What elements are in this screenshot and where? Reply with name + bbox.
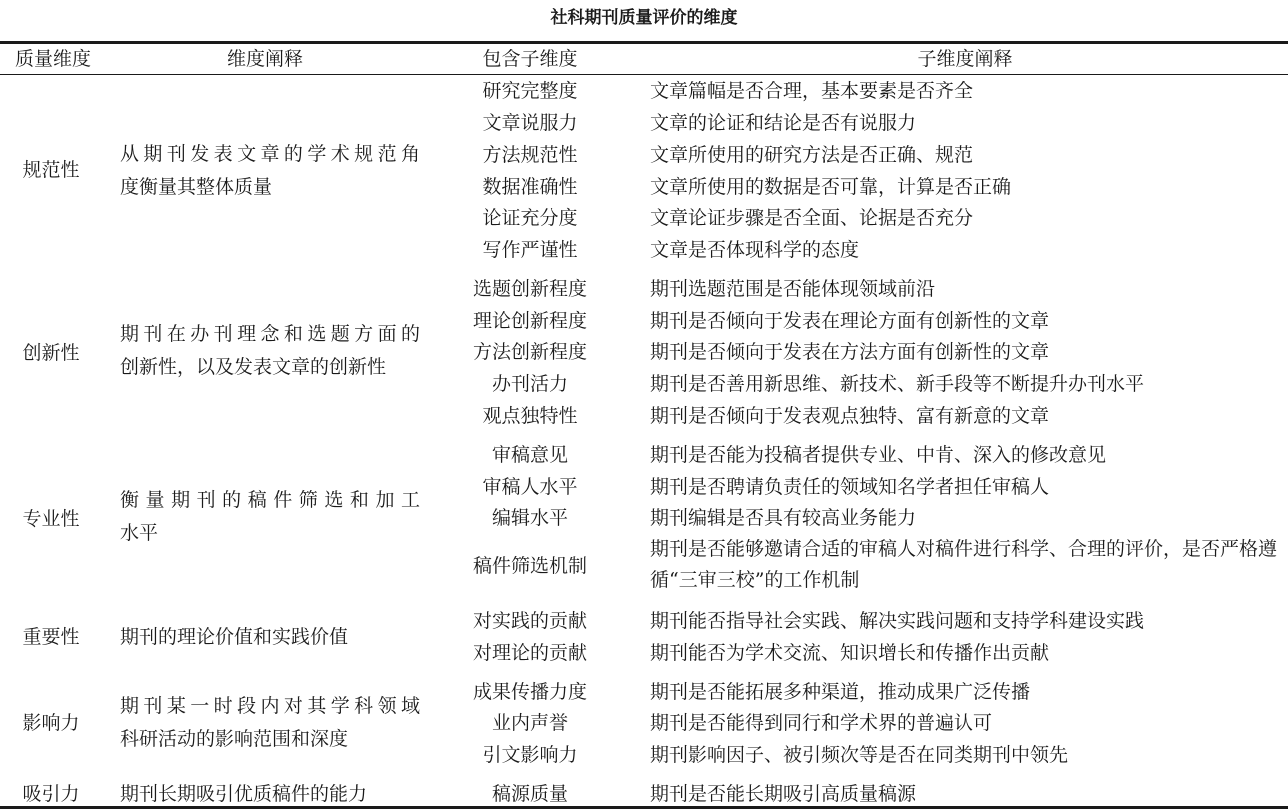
- explanation-line: 期刊在办刊理念和选题方面的: [120, 323, 420, 345]
- sub-dimension-explanation-cell: 期刊是否倾向于发表在方法方面有创新性的文章: [650, 341, 1050, 363]
- sub-dimension-explanation-cell: 期刊是否善用新思维、新技术、新手段等不断提升办刊水平: [650, 373, 1145, 395]
- sub-dimension-cell: 研究完整度: [482, 80, 578, 102]
- sub-dimension-explanation-cell: 期刊是否聘请负责任的领域知名学者担任审稿人: [650, 476, 1050, 498]
- sub-dimension-explanation-cell: 期刊是否倾向于发表在理论方面有创新性的文章: [650, 310, 1050, 332]
- sub-dimension-explanation-cell: 期刊编辑是否具有较高业务能力: [650, 507, 917, 529]
- dimension-explanation-cell: [120, 484, 420, 550]
- sub-dimension-explanation-cell: 期刊选题范围是否能体现领域前沿: [650, 278, 936, 300]
- dimension-explanation-cell: [120, 778, 420, 811]
- explanation-line: 衡量期刊的稿件筛选和加工: [120, 489, 420, 511]
- explanation-line: 创新性，以及发表文章的创新性: [120, 356, 387, 378]
- dimension-explanation-cell: [120, 318, 420, 384]
- sub-dimension-cell: 数据准确性: [482, 176, 578, 198]
- sub-dimension-explanation-cell: 期刊是否能得到同行和学术界的普遍认可: [650, 712, 993, 734]
- sub-dimension-explanation-cell: 文章的论证和结论是否有说服力: [650, 112, 917, 134]
- dimension-cell: 创新性: [22, 342, 80, 364]
- sub-dimension-cell: 业内声誉: [491, 712, 568, 734]
- sub-dimension-explanation-cell: 期刊影响因子、被引频次等是否在同类期刊中领先: [650, 744, 1069, 766]
- sub-dimension-cell: 论证充分度: [482, 207, 578, 229]
- sub-dimension-explanation-cell: 期刊是否能够邀请合适的审稿人对稿件进行科学、合理的评价，是否严格遵循“三审三校”的工作机制: [650, 538, 1278, 591]
- explanation-line: 期刊长期吸引优质稿件的能力: [120, 783, 368, 805]
- sub-dimension-cell: 文章说服力: [482, 112, 578, 134]
- dimension-cell: 规范性: [22, 159, 80, 181]
- sub-dimension-cell: 办刊活力: [491, 373, 568, 395]
- sub-dimension-explanation-cell: 期刊能否为学术交流、知识增长和传播作出贡献: [650, 642, 1050, 664]
- sub-dimension-cell: 观点独特性: [482, 405, 578, 427]
- sub-dimension-explanation-cell: 期刊是否能为投稿者提供专业、中肯、深入的修改意见: [650, 444, 1107, 466]
- sub-dimension-cell: 对理论的贡献: [472, 642, 587, 664]
- sub-dimension-explanation-cell: 文章所使用的数据是否可靠，计算是否正确: [650, 176, 1012, 198]
- explanation-line: 度衡量其整体质量: [120, 176, 273, 198]
- sub-dimension-cell: 审稿人水平: [482, 476, 578, 498]
- sub-dimension-cell: 方法规范性: [482, 144, 578, 166]
- sub-dimension-cell: 审稿意见: [491, 444, 568, 466]
- explanation-line: 科研活动的影响范围和深度: [120, 728, 349, 750]
- sub-dimension-explanation-cell: 文章论证步骤是否全面、论据是否充分: [650, 207, 974, 229]
- dimension-explanation-cell: [120, 690, 420, 756]
- sub-dimension-cell: 引文影响力: [482, 744, 578, 766]
- dimension-explanation-cell: [120, 621, 420, 654]
- header-dimension: 质量维度: [14, 48, 91, 70]
- dimension-cell: 影响力: [22, 712, 80, 734]
- sub-dimension-explanation-cell: 期刊能否指导社会实践、解决实践问题和支持学科建设实践: [650, 610, 1145, 632]
- explanation-line: 从期刊发表文章的学术规范角: [120, 143, 420, 165]
- sub-dimension-cell: 对实践的贡献: [472, 610, 587, 632]
- header-sub-dimension-explanation: 子维度阐释: [917, 48, 1013, 70]
- sub-dimension-explanation-cell: 期刊是否能拓展多种渠道，推动成果广泛传播: [650, 681, 1031, 703]
- sub-dimension-cell: 编辑水平: [491, 507, 568, 529]
- sub-dimension-cell: 稿源质量: [491, 783, 568, 805]
- sub-dimension-explanation-cell: 文章所使用的研究方法是否正确、规范: [650, 144, 974, 166]
- sub-dimension-explanation-cell: 文章篇幅是否合理，基本要素是否齐全: [650, 80, 974, 102]
- explanation-line: 期刊某一时段内对其学科领域: [120, 695, 420, 717]
- sub-dimension-cell: 稿件筛选机制: [472, 555, 587, 577]
- sub-dimension-explanation-cell: 文章是否体现科学的态度: [650, 239, 860, 261]
- sub-dimension-explanation-cell: 期刊是否倾向于发表观点独特、富有新意的文章: [650, 405, 1050, 427]
- header-dimension-explanation: 维度阐释: [226, 48, 303, 70]
- sub-dimension-cell: 方法创新程度: [472, 341, 587, 363]
- header-sub-dimensions: 包含子维度: [482, 48, 578, 70]
- dimension-cell: 专业性: [22, 508, 80, 530]
- sub-dimension-cell: 理论创新程度: [472, 310, 587, 332]
- dimension-explanation-cell: [120, 138, 420, 204]
- sub-dimension-cell: 成果传播力度: [472, 681, 587, 703]
- sub-dimension-cell: 写作严谨性: [482, 239, 578, 261]
- table-title: 社科期刊质量评价的维度: [550, 8, 738, 28]
- dimension-cell: 吸引力: [22, 783, 80, 805]
- sub-dimension-cell: 选题创新程度: [472, 278, 587, 300]
- dimension-cell: 重要性: [22, 626, 80, 648]
- explanation-line: 水平: [120, 522, 159, 544]
- sub-dimension-explanation-cell: 期刊是否能长期吸引高质量稿源: [650, 783, 917, 805]
- explanation-line: 期刊的理论价值和实践价值: [120, 626, 349, 648]
